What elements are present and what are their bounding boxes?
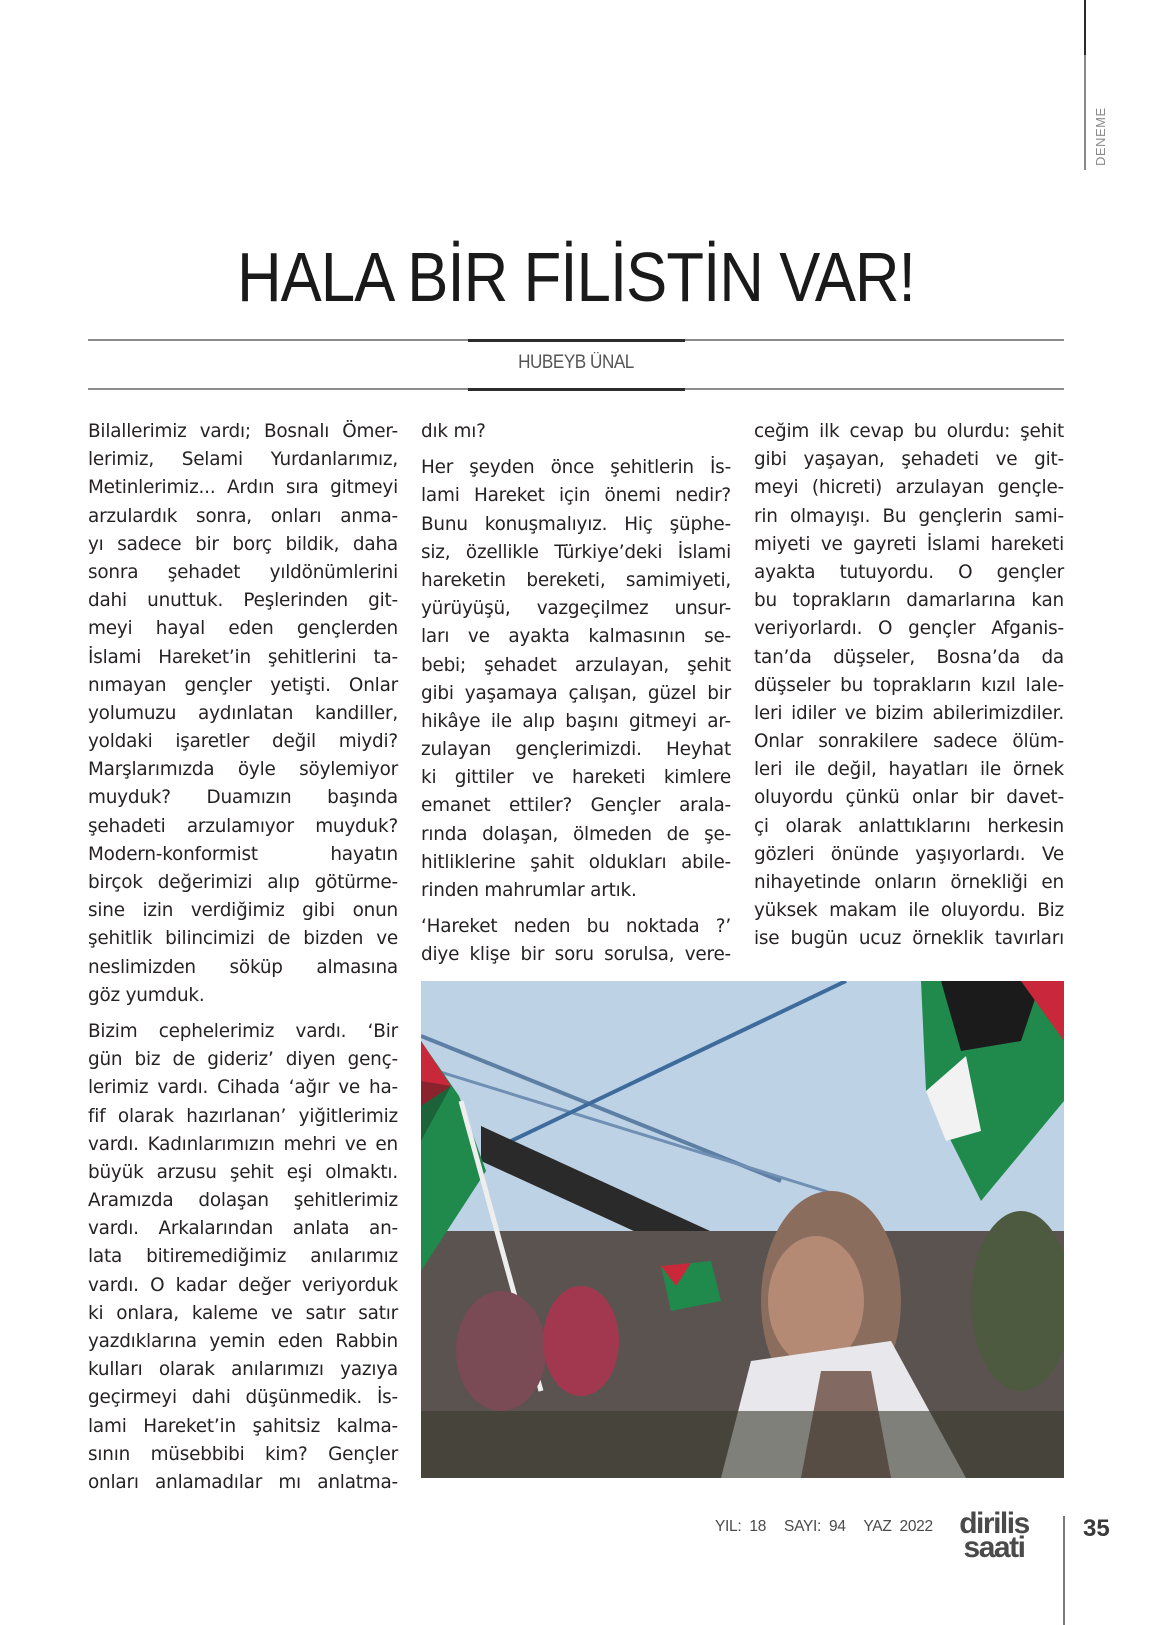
paragraph bbox=[421, 418, 731, 446]
text-line: düşseler bu toprakların kızıl lale- bbox=[754, 674, 1064, 696]
text-line: muyduk? Duamızın başında bbox=[88, 787, 398, 809]
section-rule bbox=[1084, 0, 1086, 170]
text-line: yürüyüşü, vazgeçilmez unsur- bbox=[421, 598, 731, 620]
text-line: neslimizden söküp almasına bbox=[88, 956, 398, 978]
text-line: gibi yaşayan, şehadeti ve git- bbox=[754, 449, 1064, 471]
text-line: ceğim ilk cevap bu olurdu: şehit bbox=[754, 421, 1064, 442]
text-line: ları ve ayakta kalmasının se- bbox=[421, 626, 731, 648]
text-line: Bizim cephelerimiz vardı. ‘Bir bbox=[88, 1020, 398, 1042]
paragraph bbox=[88, 1018, 398, 1497]
text-line: lami Hareket için önemi nedir? bbox=[421, 485, 731, 507]
issue-season: YAZ 2022 bbox=[863, 1518, 933, 1535]
text-line: sının müsebbibi kim? Gençler bbox=[88, 1443, 398, 1465]
author-byline: HUBEYB ÜNAL bbox=[518, 352, 634, 373]
text-line: veriyorlardı. O gençler Afganis- bbox=[754, 618, 1064, 640]
article-column-1 bbox=[88, 418, 398, 1497]
text-line: vardı. Arkalarından anlata an- bbox=[88, 1218, 398, 1240]
text-line: İslami Hareket’in şehitlerini ta- bbox=[88, 646, 398, 668]
text-line: ki onlara, kaleme ve satır satır bbox=[88, 1302, 398, 1324]
text-line: vardı. O kadar değer veriyorduk bbox=[88, 1274, 398, 1296]
page-number: 35 bbox=[1083, 1515, 1110, 1542]
text-line: onları anlamadılar mı anlatma- bbox=[88, 1471, 398, 1493]
paragraph bbox=[88, 418, 398, 1010]
logo-line-1: dirilis bbox=[959, 1507, 1029, 1540]
text-line: çi olarak anlattıklarını herkesin bbox=[754, 815, 1064, 837]
text-line: fif olarak hazırlanan’ yiğitlerimiz bbox=[88, 1105, 398, 1127]
text-line: meyi (hicreti) arzulayan gençle- bbox=[754, 477, 1064, 499]
section-label: DENEME bbox=[1093, 107, 1108, 166]
text-line: oluyordu çünkü onlar bir davet- bbox=[754, 787, 1064, 809]
text-line: yolumuzu aydınlatan kandiller, bbox=[88, 702, 398, 724]
issue-info bbox=[715, 1518, 943, 1536]
text-line: birçok değerimizi alıp götürme- bbox=[88, 872, 398, 893]
text-line: gibi yaşamaya çalışan, güzel bir bbox=[421, 682, 731, 704]
magazine-logo bbox=[950, 1507, 1038, 1564]
text-line: emanet ettiler? Gençler arala- bbox=[421, 795, 731, 817]
text-line: ise bugün ucuz örneklik tavırları bbox=[754, 928, 1064, 950]
article-photo bbox=[421, 981, 1064, 1478]
text-line: yazdıklarına yemin eden Rabbin bbox=[88, 1331, 398, 1352]
text-line: diye klişe bir soru sorulsa, vere- bbox=[421, 944, 731, 966]
text-line: Metinlerimiz... Ardın sıra gitmeyi bbox=[88, 477, 398, 499]
text-line: ‘Hareket neden bu noktada ?’ bbox=[421, 916, 731, 938]
text-line: siz, özellikle Türkiye’deki İslami bbox=[421, 541, 731, 563]
paragraph bbox=[754, 418, 1064, 954]
text-line: miyeti ve gayreti İslami hareketi bbox=[754, 533, 1064, 555]
text-line: büyük arzusu şehit eşi olmaktı. bbox=[88, 1161, 398, 1183]
logo-line-2: saati bbox=[963, 1531, 1025, 1564]
text-line: meyi hayal eden gençlerden bbox=[88, 618, 398, 640]
text-line: hikâye ile alıp başını gitmeyi ar- bbox=[421, 710, 731, 732]
text-line: gözleri önünde yaşıyorlardı. Ve bbox=[754, 843, 1064, 865]
text-line: Modern-konformist hayatın bbox=[88, 843, 398, 865]
text-line: ki gittiler ve hareketi kimlere bbox=[421, 767, 731, 789]
text-line: bebi; şehadet arzulayan, şehit bbox=[421, 654, 731, 676]
byline-rule-bottom bbox=[88, 388, 1064, 390]
text-line: hitliklerine şahit oldukları abile- bbox=[421, 851, 731, 873]
text-line: ayakta tutuyordu. O gençler bbox=[754, 561, 1064, 583]
text-line: dık mı? bbox=[421, 421, 486, 442]
text-line: Her şeyden önce şehitlerin İs- bbox=[421, 457, 731, 479]
text-line: lerimiz vardı. Cihada ‘ağır ve ha- bbox=[88, 1077, 398, 1099]
text-line: hareketin bereketi, samimiyeti, bbox=[421, 569, 731, 591]
protest-photo-illustration bbox=[421, 981, 1064, 1478]
text-line: yoldaki işaretler değil miydi? bbox=[88, 731, 398, 753]
text-line: nihayetinde onların örnekliği en bbox=[754, 872, 1064, 893]
text-line: zulayan gençlerimizdi. Heyhat bbox=[421, 739, 731, 761]
text-line: tan’da düşseler, Bosna’da da bbox=[754, 646, 1064, 668]
article-title: HALA BİR FİLİSTİN VAR! bbox=[237, 237, 915, 316]
byline-rule-accent bbox=[468, 339, 685, 342]
text-line: göz yumduk. bbox=[88, 984, 205, 1006]
text-line: Aramızda dolaşan şehitlerimiz bbox=[88, 1190, 398, 1212]
article-column-2 bbox=[421, 418, 731, 970]
text-line: nımayan gençler yetişti. Onlar bbox=[88, 674, 398, 696]
text-line: rin olmayışı. Bu gençlerin sami- bbox=[754, 505, 1064, 527]
text-line: Marşlarımızda öyle söylemiyor bbox=[88, 759, 398, 781]
text-line: geçirmeyi dahi düşünmedik. İs- bbox=[88, 1387, 398, 1409]
text-line: rinden mahrumlar artık. bbox=[421, 880, 637, 901]
text-line: lerimiz, Selami Yurdanlarımız, bbox=[88, 449, 398, 471]
issue-year: YIL: 18 bbox=[715, 1518, 767, 1535]
text-line: Bunu konuşmalıyız. Hiç şüphe- bbox=[421, 513, 731, 535]
text-line: sonra şehadet yıldönümlerini bbox=[88, 561, 398, 583]
text-line: dahi unuttuk. Peşlerinden git- bbox=[88, 590, 398, 612]
text-line: yüksek makam ile oluyordu. Biz bbox=[754, 900, 1064, 922]
footer-divider bbox=[1063, 1516, 1065, 1625]
issue-number: SAYI: 94 bbox=[784, 1518, 846, 1535]
text-line: lata bitiremediğimiz anılarımız bbox=[88, 1246, 398, 1268]
text-line: Bilallerimiz vardı; Bosnalı Ömer- bbox=[88, 421, 398, 442]
text-line: lami Hareket’in şahitsiz kalma- bbox=[88, 1415, 398, 1437]
byline-rule-top bbox=[88, 339, 1064, 341]
text-line: sine izin verdiğimiz gibi onun bbox=[88, 900, 398, 922]
text-line: yı sadece bir borç bildik, daha bbox=[88, 533, 398, 555]
text-line: gün biz de gideriz’ diyen genç- bbox=[88, 1049, 398, 1071]
text-line: Onlar sonrakilere sadece ölüm- bbox=[754, 731, 1064, 753]
text-line: leri ile değil, hayatları ile örnek bbox=[754, 759, 1064, 781]
section-rule-lower bbox=[1084, 55, 1086, 170]
text-line: vardı. Kadınlarımızın mehri ve en bbox=[88, 1133, 398, 1155]
paragraph bbox=[421, 454, 731, 905]
text-line: şehadeti arzulamıyor muyduk? bbox=[88, 815, 398, 837]
text-line: şehitlik bilincimizi de bizden ve bbox=[88, 928, 398, 950]
text-line: kulları olarak anılarımızı yazıya bbox=[88, 1359, 398, 1381]
paragraph bbox=[421, 913, 731, 969]
text-line: bu toprakların damarlarına kan bbox=[754, 590, 1064, 612]
byline-rule-accent bbox=[468, 388, 685, 391]
article-column-3 bbox=[754, 418, 1064, 954]
text-line: leri idiler ve bizim abilerimizdiler. bbox=[754, 702, 1064, 724]
text-line: rında dolaşan, ölmeden de şe- bbox=[421, 823, 731, 845]
text-line: arzulardık sonra, onları anma- bbox=[88, 505, 398, 527]
